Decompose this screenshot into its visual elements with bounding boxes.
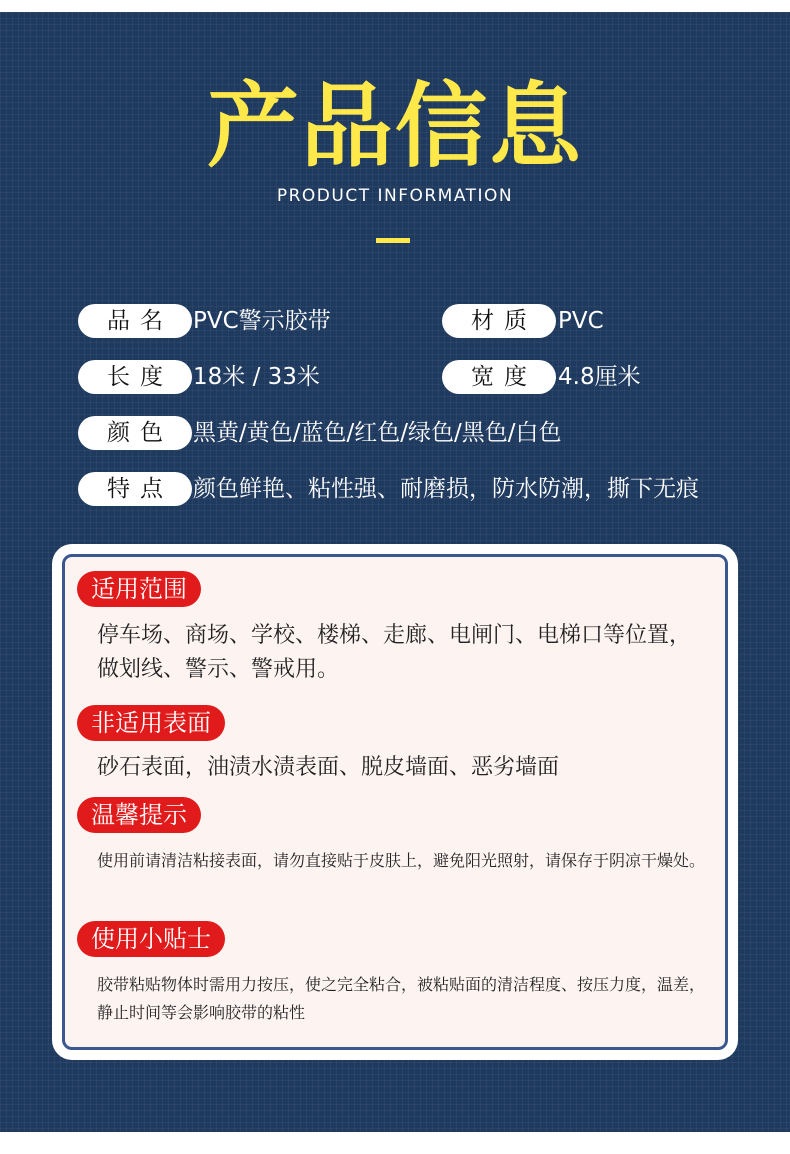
reminder-tag: 温馨提示 [77,797,201,833]
spec-label-name: 品名 [78,304,192,338]
spec-row-feature [0,472,790,512]
page-title: 产品信息 [206,73,583,180]
spec-value-color: 黑黄/黄色/蓝色/红色/绿色/黑色/白色 [193,420,562,446]
non-applicable-surface-tag: 非适用表面 [77,705,225,741]
product-info-poster [0,12,790,1132]
spec-label-feature: 特点 [78,472,192,506]
spec-value-feature: 颜色鲜艳、粘性强、耐磨损，防水防潮，撕下无痕 [193,476,699,502]
spec-value-length: 18米 / 33米 [193,364,320,390]
page-subtitle: PRODUCT INFORMATION [276,186,514,206]
applicable-range-text: 停车场、商场、学校、楼梯、走廊、电闸门、电梯口等位置，做划线、警示、警戒用。 [97,623,692,682]
reminder-text: 使用前请清洁粘接表面，请勿直接贴于皮肤上，避免阳光照射，请保存于阴凉干燥处。 [97,851,706,870]
applicable-range-tag: 适用范围 [77,571,201,607]
spec-value-name: PVC警示胶带 [193,308,331,334]
spec-row-length-width [0,360,790,400]
spec-value-material: PVC [558,308,604,334]
usage-tips-text: 胶带粘贴物体时需用力按压，使之完全粘合，被粘贴面的清洁程度、按压力度，温差，静止时间等会影响胶带的粘性 [97,975,706,1022]
spec-label-width: 宽度 [442,360,556,394]
spec-row-color [0,416,790,456]
usage-card-inner [62,554,728,1050]
usage-tips-tag: 使用小贴士 [77,921,225,957]
non-applicable-surface-text: 砂石表面，油渍水渍表面、脱皮墙面、恶劣墙面 [97,755,560,780]
spec-label-material: 材质 [442,304,556,338]
spec-label-color: 颜色 [78,416,192,450]
usage-card [52,544,738,1060]
spec-label-length: 长度 [78,360,192,394]
spec-value-width: 4.8厘米 [558,364,641,390]
title-accent-bar [376,238,410,243]
spec-row-name-material [0,304,790,344]
